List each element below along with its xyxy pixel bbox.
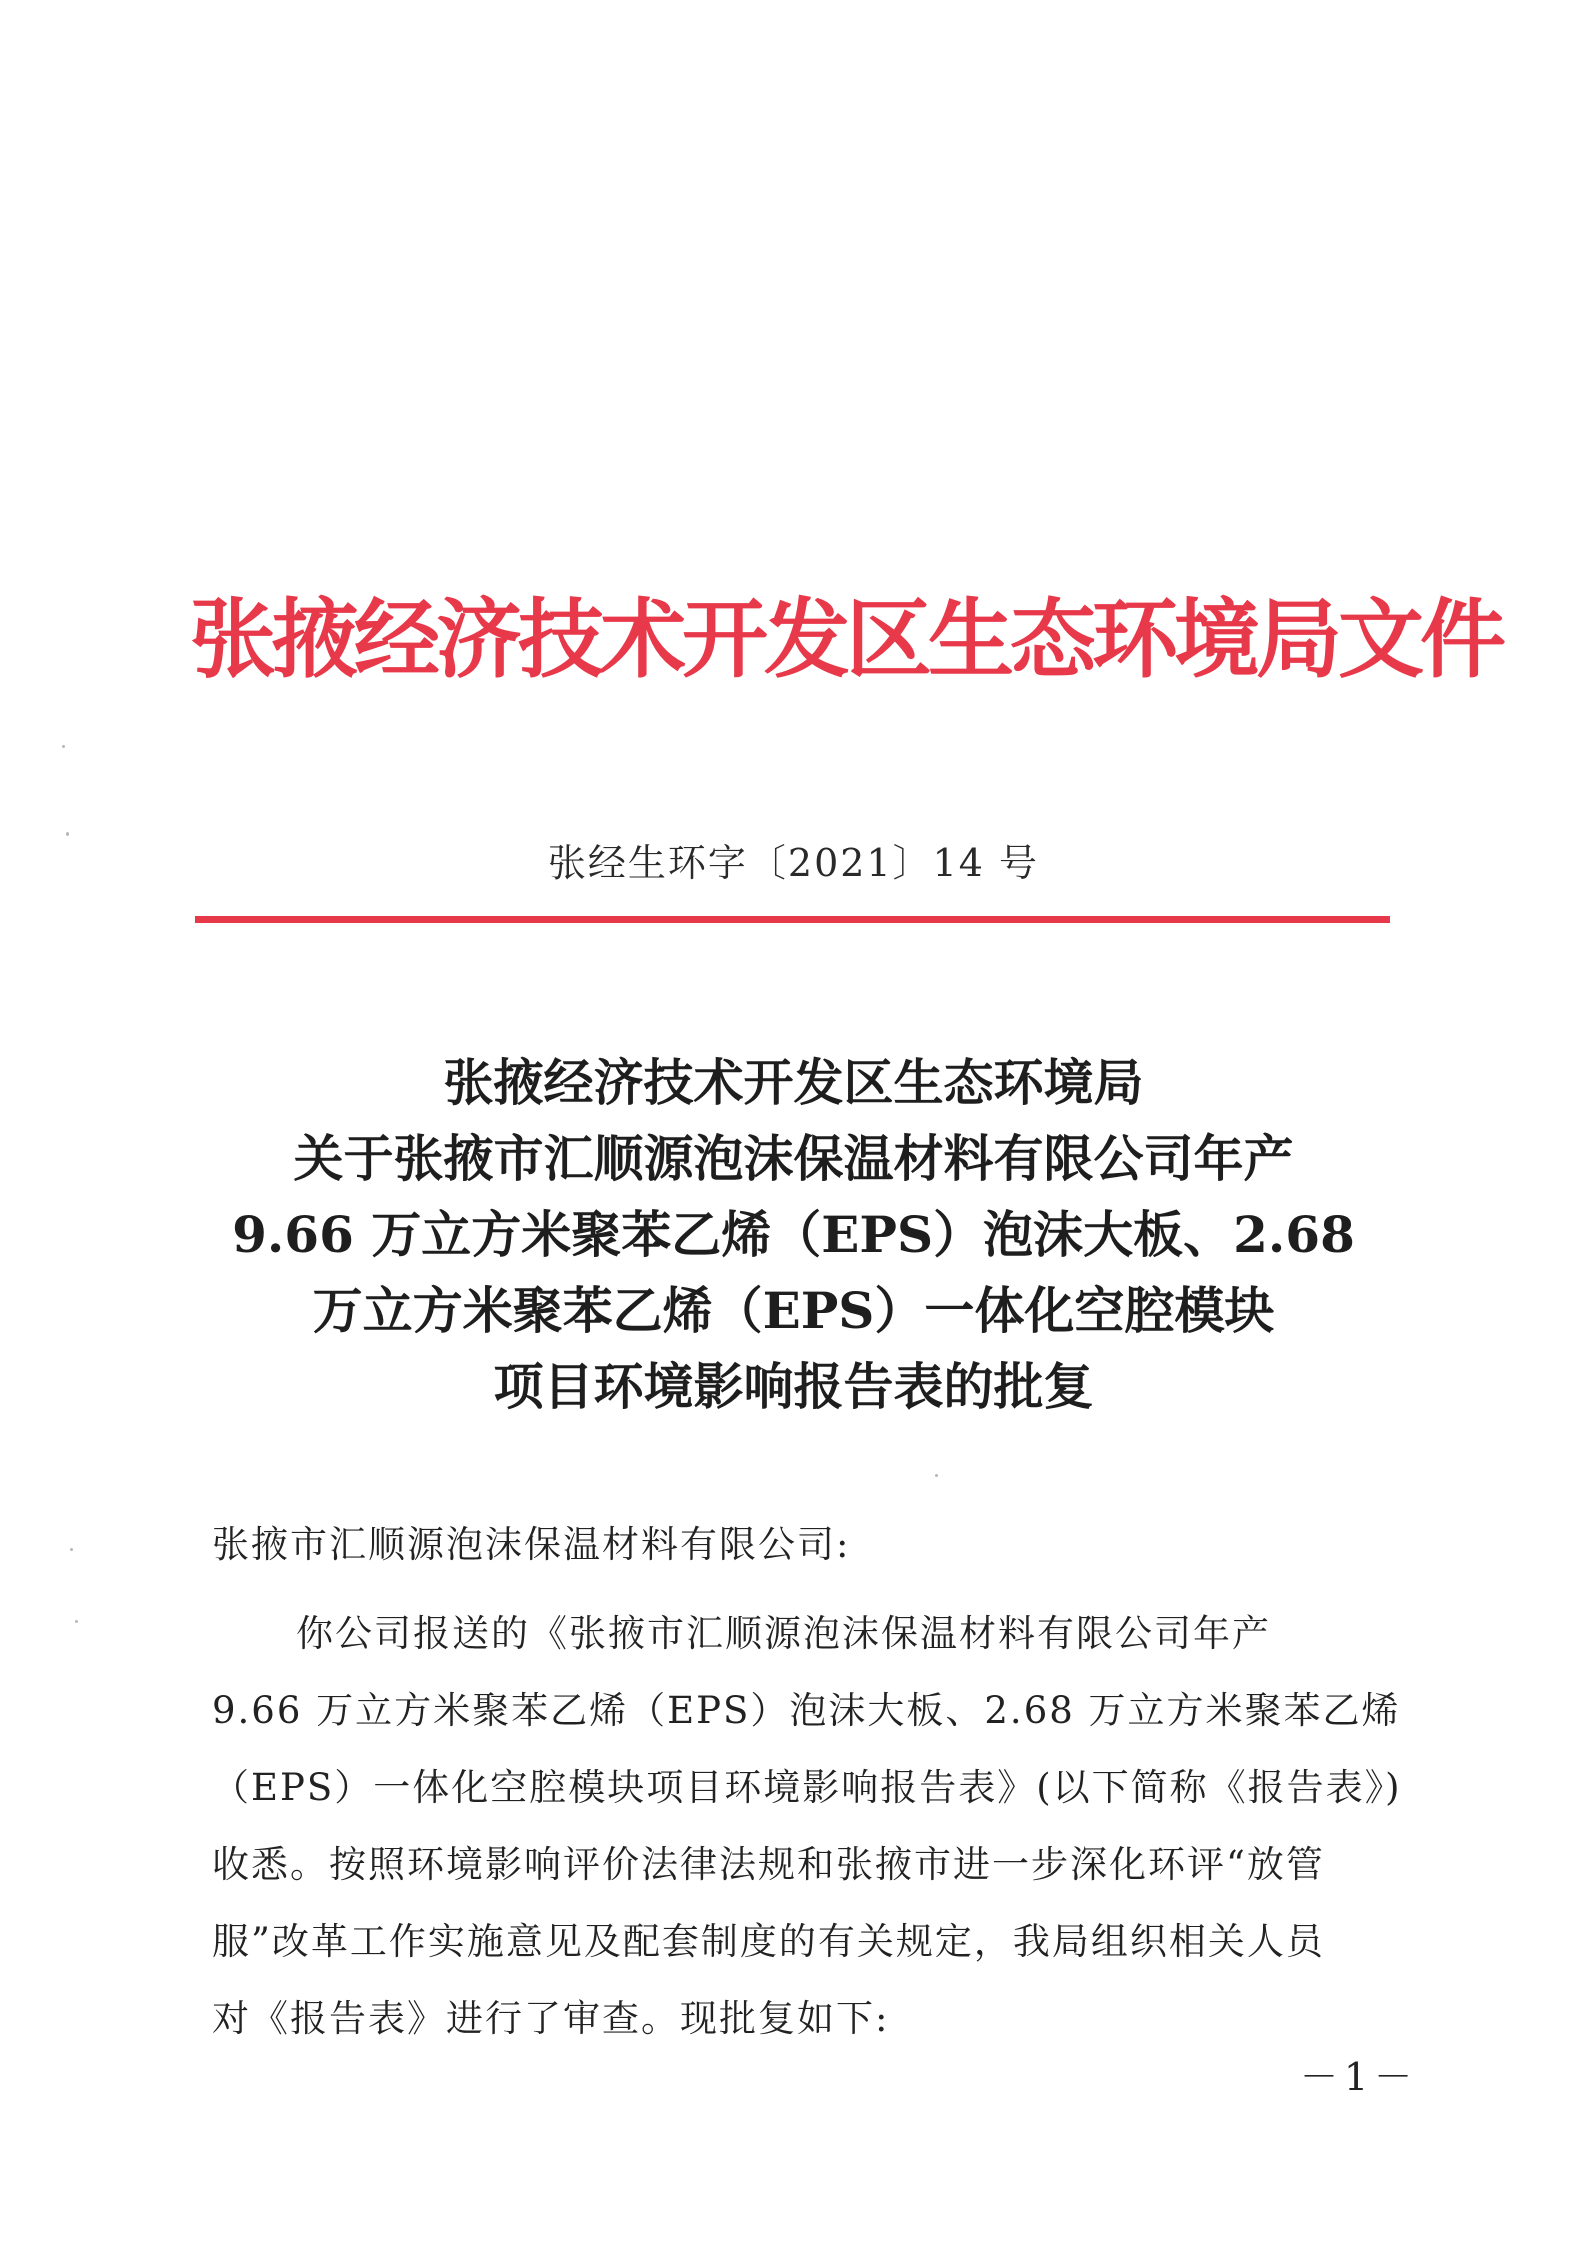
- body-line: 服”改革工作实施意见及配套制度的有关规定，我局组织相关人员: [212, 1920, 1325, 1963]
- title-line: 关于张掖市汇顺源泡沫保温材料有限公司年产: [293, 1129, 1294, 1188]
- scan-speck: [935, 1474, 938, 1477]
- page-number: －1－: [1300, 2055, 1419, 2099]
- body-paragraph: [212, 1595, 1402, 2057]
- scan-speck: [66, 832, 69, 836]
- red-divider-rule: [195, 916, 1390, 923]
- masthead-title: 张掖经济技术开发区生态环境局文件: [190, 590, 1502, 690]
- scan-speck: [75, 1620, 78, 1623]
- body-line: 9.66 万立方米聚苯乙烯（EPS）泡沫大板、2.68 万立方米聚苯乙烯: [212, 1689, 1401, 1732]
- body-line: 对《报告表》进行了审查。现批复如下:: [212, 1997, 890, 2040]
- title-line: 项目环境影响报告表的批复: [493, 1357, 1094, 1416]
- body-line: 你公司报送的《张掖市汇顺源泡沫保温材料有限公司年产: [296, 1612, 1271, 1655]
- document-number: 张经生环字〔2021〕14 号: [547, 841, 1040, 885]
- body-line: （EPS）一体化空腔模块项目环境影响报告表》(以下简称《报告表》): [212, 1766, 1402, 1809]
- salutation: 张掖市汇顺源泡沫保温材料有限公司:: [212, 1523, 851, 1566]
- scan-speck: [62, 745, 65, 748]
- scan-speck: [70, 1548, 73, 1551]
- document-title: [180, 1045, 1407, 1425]
- title-line: 万立方米聚苯乙烯（EPS）一体化空腔模块: [312, 1281, 1275, 1340]
- title-line: 9.66 万立方米聚苯乙烯（EPS）泡沫大板、2.68: [232, 1205, 1355, 1264]
- title-line: 张掖经济技术开发区生态环境局: [443, 1053, 1144, 1112]
- body-line: 收悉。按照环境影响评价法律法规和张掖市进一步深化环评“放管: [212, 1843, 1325, 1886]
